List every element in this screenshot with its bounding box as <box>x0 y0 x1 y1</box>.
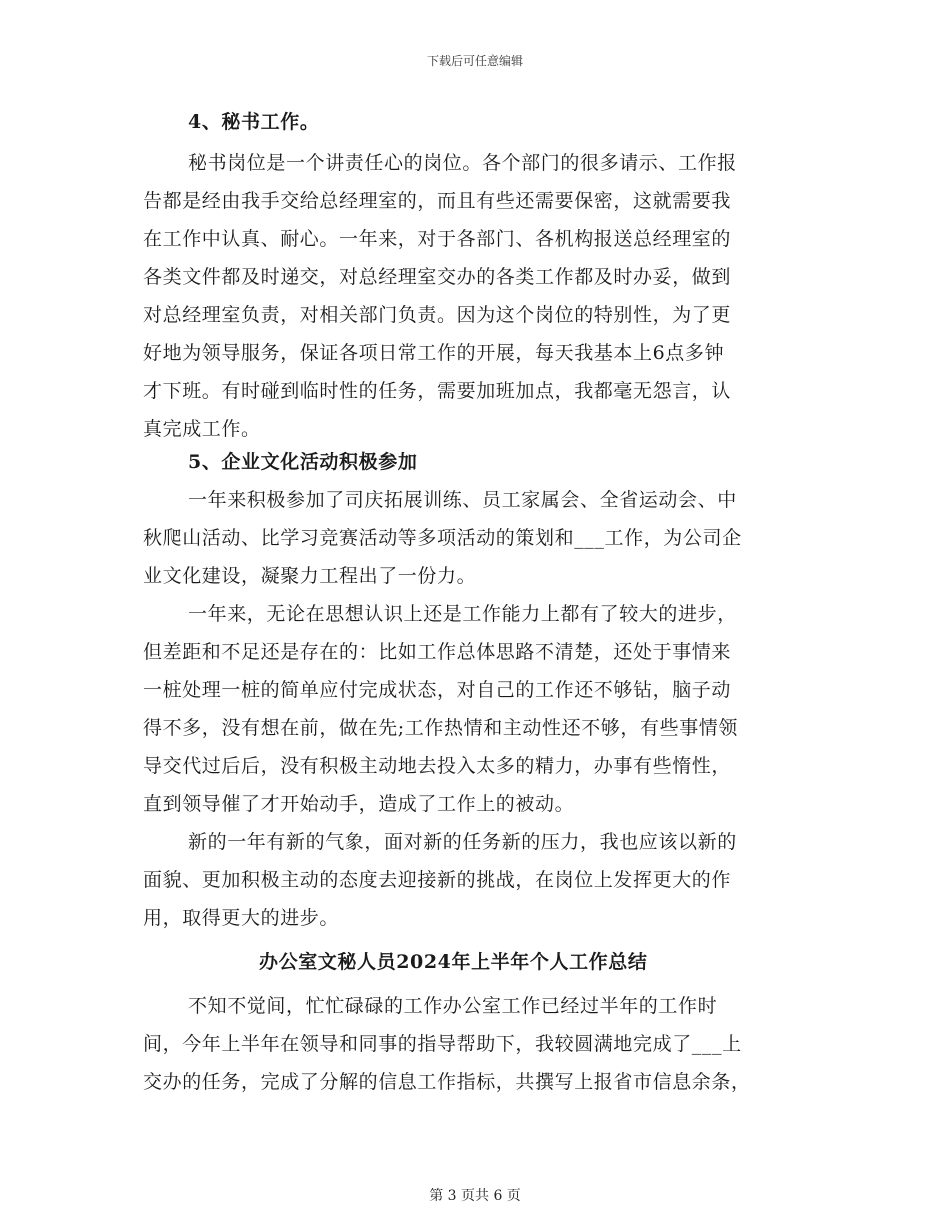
paragraph-line: 各类文件都及时递交，对总经理室交办的各类工作都及时办妥，做到 <box>143 266 732 288</box>
paragraph-line: 一年来，无论在思想认识上还是工作能力上都有了较大的进步， <box>188 603 737 625</box>
paragraph-line: 好地为领导服务，保证各项日常工作的开展，每天我基本上6点多钟 <box>143 342 725 364</box>
page-header: 下载后可任意编辑 <box>426 54 523 68</box>
paragraph-line: 新的一年有新的气象，面对新的任务新的压力，我也应该以新的 <box>188 831 737 853</box>
paragraph-line: 但差距和不足还是存在的：比如工作总体思路不清楚，还处于事情来 <box>143 641 732 663</box>
page-footer: 第 3 页共 6 页 <box>429 1188 521 1204</box>
paragraph-line: 秘书岗位是一个讲责任心的岗位。各个部门的很多请示、工作报 <box>188 152 737 174</box>
paragraph-line: 得不多，没有想在前，做在先;工作热情和主动性还不够，有些事情领 <box>143 717 739 739</box>
paragraph-line: 导交代过后后，没有积极主动地去投入太多的精力，办事有些惰性， <box>143 755 732 777</box>
section-heading-culture: 5、企业文化活动积极参加 <box>188 451 418 473</box>
paragraph-line: 告都是经由我手交给总经理室的，而且有些还需要保密，这就需要我 <box>143 190 732 212</box>
paragraph-line: 在工作中认真、耐心。一年来，对于各部门、各机构报送总经理室的 <box>143 228 732 250</box>
paragraph-line: 对总经理室负责，对相关部门负责。因为这个岗位的特别性，为了更 <box>143 304 732 326</box>
paragraph-line: 面貌、更加积极主动的态度去迎接新的挑战，在岗位上发挥更大的作 <box>143 869 732 891</box>
paragraph-line: 业文化建设，凝聚力工程出了一份力。 <box>143 565 477 587</box>
document-title: 办公室文秘人员2024年上半年个人工作总结 <box>259 951 648 973</box>
paragraph-line: 直到领导催了才开始动手，造成了工作上的被动。 <box>143 793 575 815</box>
section-heading-secretary: 4、秘书工作。 <box>188 111 320 133</box>
paragraph-line: 真完成工作。 <box>143 418 261 440</box>
paragraph-line: 交办的任务，完成了分解的信息工作指标，共撰写上报省市信息余条， <box>143 1071 751 1093</box>
paragraph-line: 一桩处理一桩的简单应付完成状态，对自己的工作还不够钻，脑子动 <box>143 679 732 701</box>
paragraph-line: 用，取得更大的进步。 <box>143 907 340 929</box>
paragraph-line: 一年来积极参加了司庆拓展训练、员工家属会、全省运动会、中 <box>188 489 737 511</box>
paragraph-line: 才下班。有时碰到临时性的任务，需要加班加点，我都毫无怨言，认 <box>143 380 732 402</box>
paragraph-line: 不知不觉间，忙忙碌碌的工作办公室工作已经过半年的工作时 <box>188 995 718 1017</box>
paragraph-line: 秋爬山活动、比学习竞赛活动等多项活动的策划和___工作，为公司企 <box>143 527 742 549</box>
paragraph-line: 间，今年上半年在领导和同事的指导帮助下，我较圆满地完成了___上 <box>143 1033 742 1055</box>
